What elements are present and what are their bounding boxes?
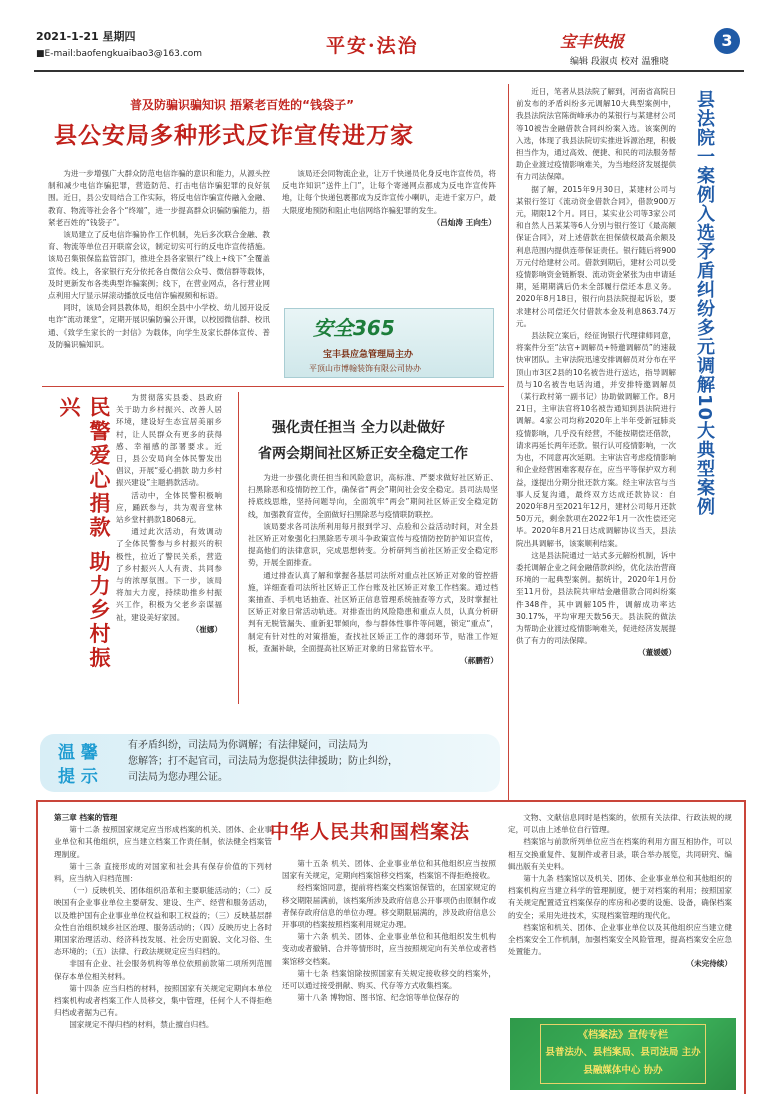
- art3-para: 通过排查认真了解和掌握各基层司法所对重点社区矫正对象的管控措施，详细查看司法所社区矫正工作台账及社区矫正对象工作档案。通过档案抽查、手机电话抽查、社区矫正信息管理系统抽查等方式，及时掌握社区矫正对象日常活动轨迹。对排查出的风险隐患和重点人员，认真分析研判有无脱管漏失、重新犯罪倾向，参与群体性事件等问题，锁定“重点”，制定有针对性的对策措施，查找社区矫正工作的薄弱环节，贴准工作短板，查漏补缺，全面提高社区矫正对象的日常监管水平。: [248, 570, 498, 653]
- art1-body-col1: [48, 168, 270, 384]
- art3-byline: （郝鹏哲）: [460, 656, 498, 666]
- safety-ad-banner: [284, 308, 494, 378]
- art1-para: 该局建立了反电信诈骗协作工作机制，先后多次联合金融、教育、物流等单位召开联席会议，制定切实可行的反电诈宣传措施。该局召集银保监监管部门，推进全县各家银行“线上+线下”全覆盖宣传。线上，各家银行充分依托各自微信公众号、微信群等载体，及时更新发布各类典型诈骗案例；线下，在营业网点，各行营业网点利用大厅显示屏滚动播放反电信诈骗视频和标语。: [48, 230, 270, 301]
- art4-para: 县法院立案后，经征询银行代理律师同意，将案件分至“法官+调解员+特邀调解员”的速裁快审团队。主审法院迅速安排调解员对分布在平顶山市3区2县的10名被告进行送达，指导调解员与10名被告电话沟通，并安排特邀调解员（某行政村第一副书记）协助做调解工作。8月21日，主审法官将10名被告通知到县法院进行调解。4家公司均称2020年上半年受新冠肺炎疫情影响，几乎没有经营，不能按期偿还借款，请求再延长两年还款。银行认可疫情影响，一次为也，不同意再次延期。主审法官考虑疫情影响和企业经营困难客观存在，应当平等保护双方利益，遂提出分期分批还款方案。经主审法官与当事人反复沟通，最终双方达成还款协议：自2020年8月至2021年12月，建材公司每月还款50万元，剩余款项在2022年1月一次性偿还完毕。2020年8月21日达成调解协议当天，县法院出具调解书，该案顺利结案。: [516, 331, 676, 548]
- art1-byline: （吕灿涛 王向生）: [432, 217, 496, 227]
- art4-para: 近日，笔者从县法院了解到，河南省高院日前发布的矛盾纠纷多元调解10大典型案例中，我县法院法官陈街峰承办的某银行与某建材公司等10被告金融借款合同纠纷案入选。该案例的入选，体现了我县法院切实推进诉源治理，积极担当作为，通过高效、便捷、和民的司法服务帮助企业渡过疫情影响难关，为当地经济发展提供有力司法保障。: [516, 87, 676, 182]
- safety-ad-host: 宝丰县应急管理局主办: [323, 350, 414, 360]
- law-article: 第十三条 直接形成的对国家和社会具有保存价值的下列材料，应当纳入归档范围：: [54, 861, 272, 884]
- tip-label-bottom: 提 示: [58, 767, 98, 787]
- tip-line: 司法局为您办理公证。: [128, 772, 228, 783]
- art2-para: 通过此次活动，有效调动了全体民警参与乡村振兴的积极性，拉近了警民关系，营造了乡村振兴人人有责、共同参与的浓厚氛围。下一步，该局将加大力度，持续助推乡村振兴工作，积极为父老乡亲谋福祉，建设美好家园。: [116, 527, 222, 622]
- law-article: 第十六条 机关、团体、企业事业单位和其他组织发生机构变动或者撤销、合并等情形时，应当按照规定向有关单位或者档案馆移交档案。: [282, 932, 496, 966]
- law-byline: （未完待续）: [686, 959, 732, 969]
- law-article: 第十五条 机关、团体、企业事业单位和其他组织应当按照国家有关规定，定期向档案馆移交档案，档案馆不得拒绝接收。: [282, 859, 496, 881]
- divider: [238, 392, 239, 704]
- masthead-rule: [34, 70, 744, 72]
- law-article: 国家规定不得归档的材料，禁止擅自归档。: [69, 1020, 214, 1030]
- law-col3: [508, 812, 732, 1012]
- tip-label-top: 温 馨: [58, 743, 98, 763]
- law-article: 文物、文献信息同时是档案的，依照有关法律、行政法规的规定，可以由上述单位自行管理。: [508, 813, 732, 835]
- archive-law-promo: [510, 1018, 736, 1090]
- editors-line: 编辑 段淑贞 校对 温雅晓: [570, 57, 669, 67]
- paper-name: 宝丰快报: [560, 32, 625, 51]
- art2-body: [116, 392, 222, 704]
- masthead: [30, 26, 742, 68]
- page-number-badge: 3: [714, 28, 740, 54]
- safety-ad-logo: 安全365: [313, 316, 395, 340]
- promo-hosts: 县普法办、县档案局、县司法局 主办: [545, 1047, 701, 1058]
- art4-body-col1: [516, 86, 676, 792]
- law-col2: [282, 858, 496, 1094]
- art3-para: 该局要求各司法所利用每月报到学习、点验和公益活动时间，对全县社区矫正对象强化扫黑除恶专项斗争政策宣传与疫情防控防护知识宣传，提高他们的法律意识，完成思想转变。分析研判当前社区矫正安全稳定形势，开展全面排查。: [248, 521, 498, 568]
- law-article: 第十九条 档案馆以及机关、团体、企业事业单位和其他组织的档案机构应当建立科学的管理制度，便于对档案的利用；按照国家有关规定配置适宜档案保存的库房和必要的设施、设备，确保档案的安全；采用先进技术，实现档案管理的现代化。: [508, 874, 732, 920]
- art1-kicker: 普及防骗识骗知识 捂紧老百姓的“钱袋子”: [130, 98, 354, 112]
- law-article: 第十四条 应当归档的材料，按照国家有关规定定期向本单位档案机构或者档案工作人员移交，集中管理，任何个人不得拒绝归档或者据为己有。: [54, 983, 272, 1018]
- law-article: 第十二条 按照国家规定应当形成档案的机关、团体、企业事业单位和其他组织，应当建立档案工作责任制，依法健全档案管理制度。: [54, 825, 272, 859]
- art3-title-line2: 省两会期间社区矫正安全稳定工作: [258, 446, 468, 462]
- art2-byline: （崔娜）: [191, 624, 222, 634]
- promo-title: 《档案法》宣传专栏: [578, 1030, 668, 1041]
- divider: [42, 386, 504, 387]
- art2-title-text: 民警爱心捐款 助力乡村振兴: [57, 396, 112, 671]
- law-article: 档案馆与前款所列单位应当在档案的利用方面互相协作，可以相互交换重复件、复制件或者目录，联合举办展览，共同研究、编辑出版有关史料。: [508, 837, 732, 871]
- law-article: 第十八条 博物馆、图书馆、纪念馆等单位保存的: [297, 993, 460, 1003]
- law-article: （一）反映机关、团体组织沿革和主要职能活动的；（二）反映国有企业事业单位主要研发、建设、生产、经营和服务活动，以及维护国有企业事业单位权益和职工权益的；（三）反映基层群众性自治组织城乡社区治理、服务活动的；（四）反映历史上各时期国家治理活动、经济科技发展、社会历史面貌、文化习俗、生态环境的；（五）法律、行政法规规定应当归档的。: [54, 886, 272, 957]
- law-article: 档案馆和机关、团体、企业事业单位以及其他组织应当建立健全档案安全工作机制，加强档案安全风险管理，提高档案安全应急处置能力。: [508, 922, 732, 957]
- art4-title-text: 县法院一案例入选矛盾纠纷多元调解10大典型案例: [694, 90, 715, 517]
- tip-text: [128, 738, 496, 786]
- art3-body: [248, 472, 498, 710]
- art3-title-line1: 强化责任担当 全力以赴做好: [272, 420, 445, 436]
- art2-para: 为贯彻落实县委、县政府关于助力乡村振兴、改善人居环境，建设好生态宜居美丽乡村，让人民群众有更多的获得感、幸福感的部署要求。近日，县公安局向全体民警发出倡议，开展“爱心捐款 助力乡村振兴建设”主题捐款活动。: [116, 393, 222, 488]
- art3-para: 为进一步强化责任担当和风险意识，高标准、严要求做好社区矫正、扫黑除恶和疫情防控工作，确保省“两会”期间社会安全稳定。县司法局坚持底线思维，坚持问题导向，全面筑牢“两会”期间社区矫正安全稳定防线，加强教育宣传，全面做好扫黑除恶与疫情联防联控。: [248, 473, 498, 519]
- tip-line: 有矛盾纠纷，司法局为你调解；有法律疑问，司法局为: [128, 740, 368, 751]
- law-col1: [54, 812, 272, 1094]
- art1-para: 同时，该局会同县教体局，组织全县中小学校、幼儿园开设反电诈“流动课堂”，定期开展识骗防骗公开课，以校园微信群、校讯通、《致学生家长的一封信》为载体，向学生及家长群体宣传、普及防骗识骗知识。: [48, 303, 270, 349]
- issue-date: 2021-1-21 星期四: [36, 30, 136, 43]
- law-chapter-heading: 第三章 档案的管理: [54, 813, 118, 822]
- art4-para: 这是县法院通过一站式多元解纷机制，诉中委托调解企业之间金融借款纠纷，优化法治营商环境的一起典型案例。据统计，2020年1月份至11月份，县法院共审结金融借款合同纠纷案件348件，其中调解105件，调解成功率达30.17%，平均审理天数56天。县法院的做法为帮助企业渡过疫情影响难关，促进经济发展提供了有力的司法保障。: [516, 550, 676, 646]
- tip-line: 您解答；打不起官司，司法局为您提供法律援助；防止纠纷，: [128, 756, 398, 767]
- art1-para: 该局还会同物流企业，让万千快递员化身反电诈宣传员，将反电诈知识“送件上门”，让每个寄递网点都成为反电诈宣传阵地，让每个快递包裹都成为反诈宣传小喇叭，走进千家万户，最大限度地预防和阻止电信网络诈骗犯罪的发生。: [282, 169, 496, 215]
- law-title: 中华人民共和国档案法: [270, 821, 471, 843]
- law-article: 非国有企业、社会服务机构等单位依照前款第二项所列范围保存本单位相关材料。: [54, 959, 272, 981]
- safety-ad-co-host: 平顶山市博翰装饰有限公司协办: [309, 364, 421, 373]
- art4-vertical-title: [690, 90, 734, 530]
- promo-co-host: 县融媒体中心 协办: [583, 1065, 663, 1076]
- art1-para: 为进一步增强广大群众防范电信诈骗的意识和能力，从源头控制和减少电信诈骗犯罪，营造防范、打击电信诈骗犯罪的良好氛围。近日，县公安局结合工作实际，将反电信诈骗宣传融入金融、教育、物流等社会各个“终端”，进一步提高群众识骗防骗能力，捂紧老百姓的“钱袋子”。: [48, 169, 270, 227]
- section-title: 平安·法治: [326, 35, 419, 57]
- divider: [508, 84, 509, 800]
- tip-box: [40, 734, 500, 792]
- law-article: 第十七条 档案馆除按照国家有关规定接收移交的档案外，还可以通过接受捐献、购买、代存等方式收集档案。: [282, 968, 496, 991]
- art2-vertical-title: [54, 396, 112, 692]
- art2-para: 活动中，全体民警积极响应，踊跃参与，共为观音堂林站乡堂村捐款18068元。: [116, 490, 222, 525]
- contact-email: ■E-mail:baofengkuaibao3@163.com: [36, 49, 202, 59]
- art4-byline: （董媛媛）: [638, 648, 676, 658]
- law-article: 经档案馆同意，提前将档案交档案馆保管的，在国家规定的移交期限届满前，该档案所涉及政府信息公开事项仍由原制作或者保存政府信息的单位办理。移交期限届满的，涉及政府信息公开事项的档案按照档案利用规定办理。: [282, 883, 496, 930]
- art1-title: 县公安局多种形式反诈宣传进万家: [54, 122, 414, 149]
- art1-body-col2: [282, 168, 496, 272]
- art4-para: 据了解，2015年9月30日，某建材公司与某银行签订《流动资金借款合同》，借款900万元，期限12个月。同日，某实业公司等3家公司和自然人吕某某等6人分别与银行签订《最高额保证合同》，对上述借款在担保债权最高余额及利息范围内提供连带保证责任。银行随后将900万元付给建材公司。借款到期后，建材公司以受疫情影响资金链断裂、流动资金紧张为由申请延期，延期期满后仍未全部履行偿还本息义务。2020年8月18日，银行向县法院提起诉讼，要求建材公司偿还欠付借款本金及利息863.74万元。: [516, 184, 676, 328]
